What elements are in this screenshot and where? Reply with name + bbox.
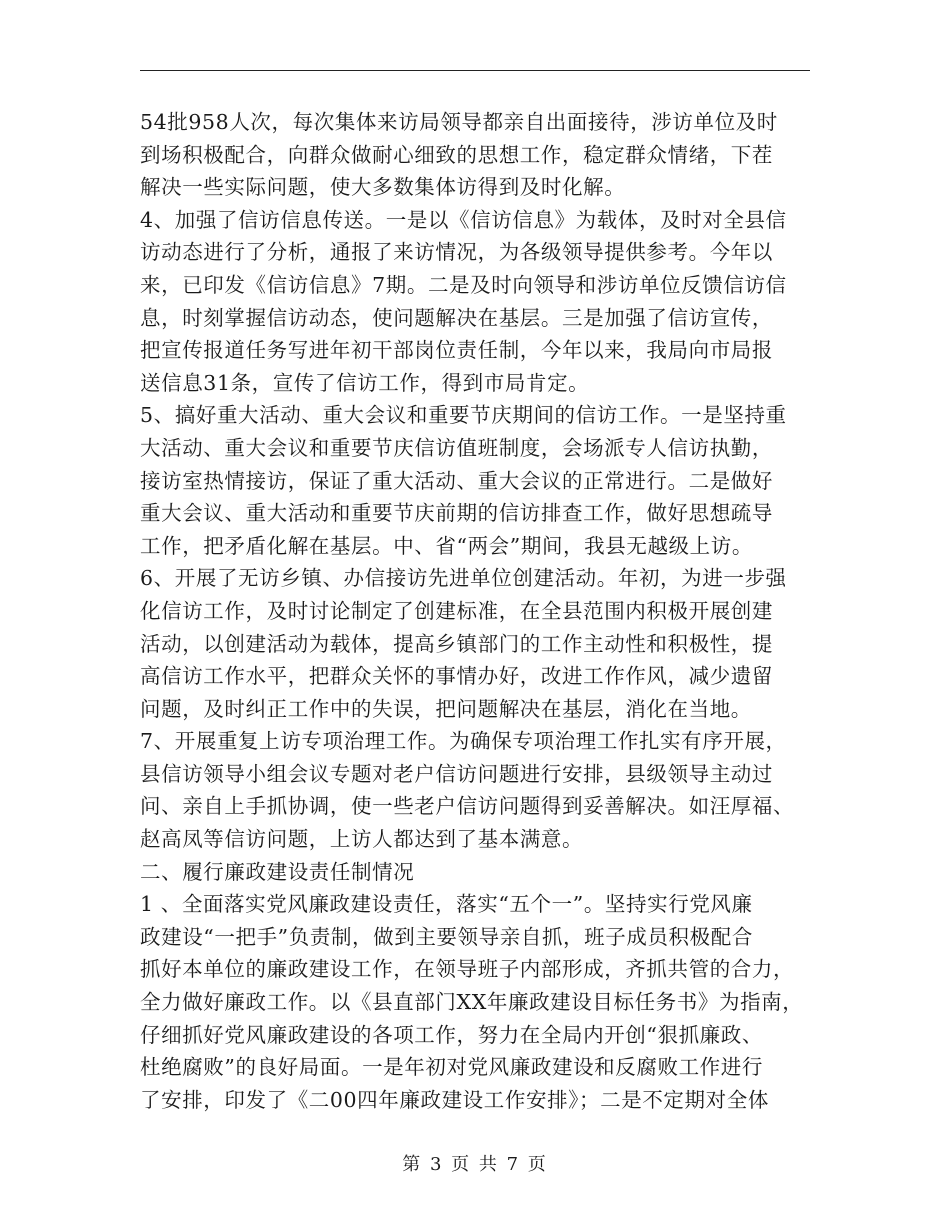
text-line: 大活动、重大会议和重要节庆信访值班制度，会场派专人信访执勤， — [140, 435, 773, 460]
header-rule — [140, 70, 810, 71]
text-line: 重大会议、重大活动和重要节庆前期的信访排查工作，做好思想疏导 — [140, 501, 773, 526]
text-line: 54批958人次，每次集体来访局领导都亲自出面接待，涉访单位及时 — [140, 110, 778, 134]
text-line: 接访室热情接访，保证了重大活动、重大会议的正常进行。二是做好 — [140, 468, 773, 493]
document-body — [140, 106, 816, 1116]
text-line: 把宣传报道任务写进年初干部岗位责任制，今年以来，我局向市局报 — [140, 338, 773, 363]
text-line: 工作，把矛盾化解在基层。中、省“两会”期间，我县无越级上访。 — [140, 533, 753, 558]
text-line: 赵高凤等信访问题，上访人都达到了基本满意。 — [140, 827, 584, 852]
text-line: 高信访工作水平，把群众关怀的事情办好，改进工作作风，减少遗留 — [140, 664, 773, 689]
page-number-footer: 第 3 页 共 7 页 — [402, 1154, 548, 1175]
text-line: 化信访工作，及时讨论制定了创建标准，在全县范围内积极开展创建 — [140, 598, 773, 623]
text-line: 问、亲自上手抓协调，使一些老户信访问题得到妥善解决。如汪厚福、 — [140, 794, 795, 819]
text-line: 杜绝腐败”的良好局面。一是年初对党风廉政建设和反腐败工作进行 — [140, 1055, 763, 1080]
text-line: 到场积极配合，向群众做耐心细致的思想工作，稳定群众情绪，下茬 — [140, 142, 773, 167]
text-line: 来，已印发《信访信息》7期。二是及时向领导和涉访单位反馈信访信 — [140, 272, 787, 297]
text-line: 7、开展重复上访专项治理工作。为确保专项治理工作扎实有序开展， — [140, 729, 787, 754]
text-line: 政建设“一把手”负责制，做到主要领导亲自抓，班子成员积极配合 — [140, 924, 753, 949]
text-line: 仔细抓好党风廉政建设的各项工作，努力在全局内开创“狠抓廉政、 — [140, 1022, 763, 1047]
text-line: 问题，及时纠正工作中的失误，把问题解决在基层，消化在当地。 — [140, 696, 752, 721]
text-line: 全力做好廉政工作。以《县直部门XX年廉政建设目标任务书》为指南， — [140, 990, 804, 1015]
text-line: 抓好本单位的廉政建设工作，在领导班子内部形成，齐抓共管的合力， — [140, 957, 795, 982]
text-line: 6、开展了无访乡镇、办信接访先进单位创建活动。年初，为进一步强 — [140, 566, 787, 591]
text-line: 5、搞好重大活动、重大会议和重要节庆期间的信访工作。一是坚持重 — [140, 403, 787, 428]
text-line: 活动，以创建活动为载体，提高乡镇部门的工作主动性和积极性，提 — [140, 631, 773, 656]
text-line: 送信息31条，宣传了信访工作，得到市局肯定。 — [140, 370, 590, 395]
text-line: 访动态进行了分析，通报了来访情况，为各级领导提供参考。今年以 — [140, 240, 773, 265]
text-line: 解决一些实际问题，使大多数集体访得到及时化解。 — [140, 175, 626, 200]
text-line: 4、加强了信访信息传送。一是以《信访信息》为载体，及时对全县信 — [140, 207, 787, 232]
text-line: 1 、全面落实党风廉政建设责任，落实“五个一”。坚持实行党风廉 — [140, 892, 753, 917]
text-line: 了安排，印发了《二00四年廉政建设工作安排》；二是不定期对全体 — [140, 1087, 769, 1112]
text-line: 县信访领导小组会议专题对老户信访问题进行安排，县级领导主动过 — [140, 761, 773, 786]
text-line: 息，时刻掌握信访动态，使问题解决在基层。三是加强了信访宣传， — [140, 305, 773, 330]
section-heading: 二、履行廉政建设责任制情况 — [140, 859, 415, 884]
